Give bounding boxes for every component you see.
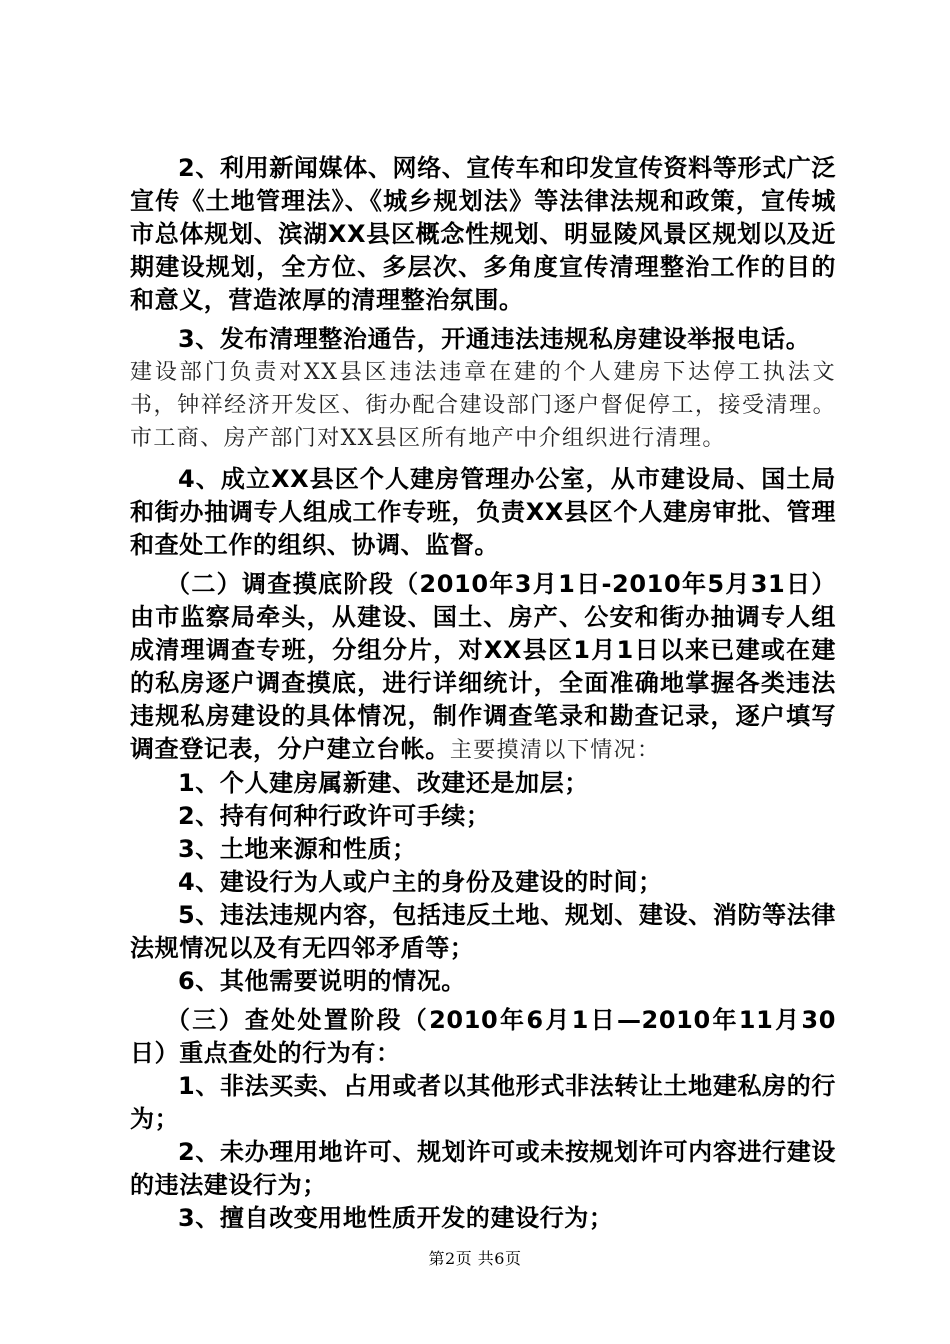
survey-stage-text: （二）调查摸底阶段（2010年3月1日-2010年5月31日）由市监察局牵头，从建设、国土、房产、公安和街办抽调专人组成清理调查专班，分组分片，对XX县区1月1日以来已建或在建的私房逐户调查摸底，进行详细统计，全面准确地掌握各类违法违规私房建设的具体情况，制作调查笔录和勘查记录，逐户填写调查登记表，分户建立台帐。 — [130, 570, 836, 763]
list-item: 1、非法买卖、占用或者以其他形式非法转让土地建私房的行为； — [130, 1072, 836, 1133]
paragraph-publicity: 2、利用新闻媒体、网络、宣传车和印发宣传资料等形式广泛宣传《土地管理法》、《城乡规划法》等法律法规和政策，宣传城市总体规划、滨湖XX县区概念性规划、明显陵风景区规划以及近期建设规划，全方位、多层次、多角度宣传清理整治工作的目的和意义，营造浓厚的清理整治氛围。 — [130, 154, 836, 314]
list-item: 2、持有何种行政许可手续； — [178, 802, 491, 830]
page-number-footer: 第2页 共6页 — [428, 1249, 522, 1268]
list-item: 3、土地来源和性质； — [178, 835, 417, 863]
paragraph-notice: 3、发布清理整治通告，开通违法违规私房建设举报电话。 — [178, 325, 811, 353]
list-item: 1、个人建房属新建、改建还是加层； — [178, 769, 589, 797]
list-item: 4、建设行为人或户主的身份及建设的时间； — [178, 868, 663, 896]
survey-stage-items-intro: 主要摸清以下情况： — [449, 738, 661, 763]
paragraph-construction-dept: 建设部门负责对XX县区违法违章在建的个人建房下达停工执法文书，钟祥经济开发区、街办配合建设部门逐户督促停工，接受清理。市工商、房产部门对XX县区所有地产中介组织进行清理。 — [130, 360, 836, 451]
document-body — [130, 152, 836, 1235]
paragraph-survey-stage — [130, 568, 836, 767]
list-item: 5、违法违规内容，包括违反土地、规划、建设、消防等法律法规情况以及有无四邻矛盾等； — [130, 901, 836, 962]
paragraph-office: 4、成立XX县区个人建房管理办公室，从市建设局、国土局和街办抽调专人组成工作专班，负责XX县区个人建房审批、管理和查处工作的组织、协调、监督。 — [130, 465, 836, 559]
paragraph-handling-stage: （三）查处处置阶段（2010年6月1日—2010年11月30日）重点查处的行为有： — [130, 1006, 836, 1067]
list-item: 2、未办理用地许可、规划许可或未按规划许可内容进行建设的违法建设行为； — [130, 1138, 836, 1199]
list-item: 6、其他需要说明的情况。 — [178, 967, 466, 995]
list-item: 3、擅自改变用地性质开发的建设行为； — [178, 1204, 614, 1232]
